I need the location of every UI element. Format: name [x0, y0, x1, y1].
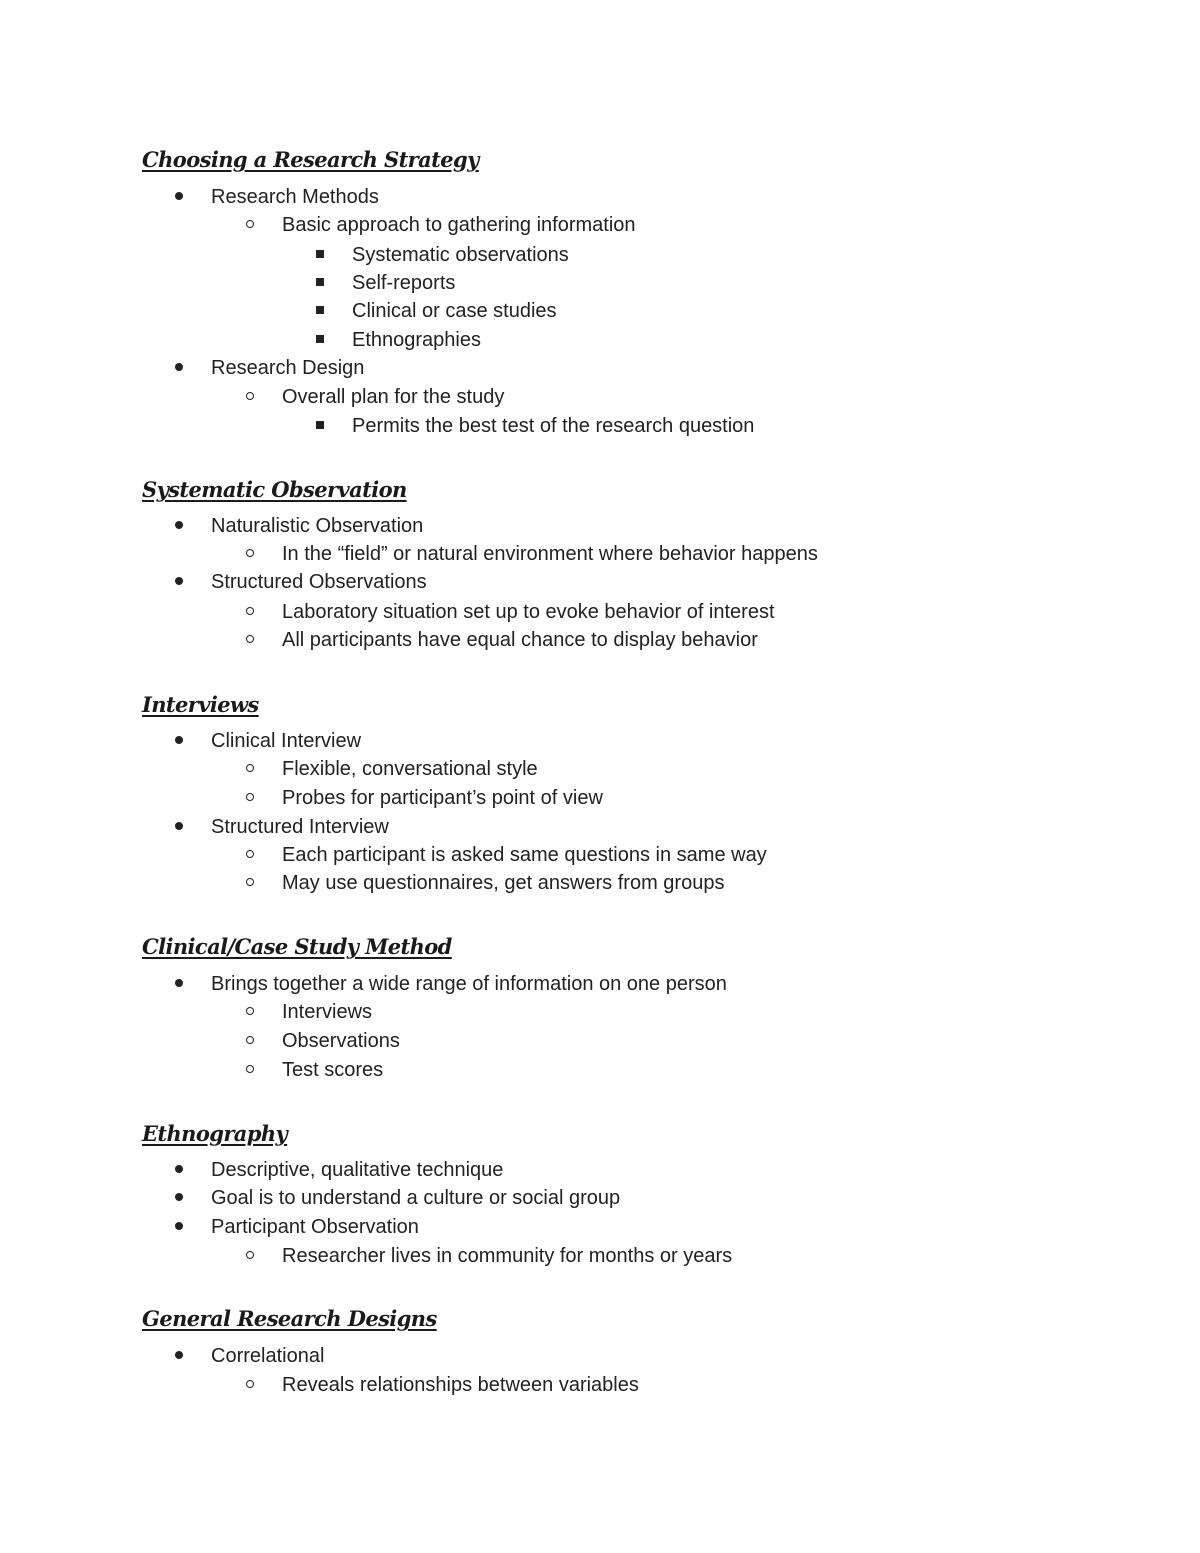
bullet-circle-icon: [246, 598, 254, 627]
list-item-text: Research Design: [211, 357, 365, 379]
list-item-text: Self-reports: [352, 272, 456, 294]
list-item: [352, 297, 557, 326]
list-item-text: Permits the best test of the research question: [352, 415, 755, 437]
list-item: [211, 568, 427, 597]
list-item: [211, 354, 364, 383]
bullet-square-icon: [316, 269, 324, 298]
list-item-text: Clinical Interview: [211, 730, 362, 752]
list-item-text: All participants have equal chance to display behavior: [282, 629, 758, 651]
bullet-square-icon: [316, 297, 324, 326]
section-heading: Interviews: [142, 692, 259, 717]
bullet-disc-icon: [175, 1184, 183, 1213]
list-item-text: Clinical or case studies: [352, 300, 557, 322]
bullet-disc-icon: [175, 512, 183, 541]
list-item: [211, 183, 379, 212]
bullet-circle-icon: [246, 1056, 254, 1085]
list-item: [282, 383, 504, 412]
list-item-text: Overall plan for the study: [282, 386, 505, 408]
list-item-text: Structured Observations: [211, 571, 427, 593]
list-item: [282, 1242, 732, 1271]
list-item-text: Reveals relationships between variables: [282, 1374, 639, 1396]
list-item: [282, 869, 724, 898]
bullet-circle-icon: [246, 784, 254, 813]
bullet-circle-icon: [246, 869, 254, 898]
list-item-text: Systematic observations: [352, 244, 569, 266]
section-heading: General Research Designs: [142, 1306, 437, 1331]
list-item: [282, 211, 636, 240]
section-heading: Clinical/Case Study Method: [142, 934, 452, 959]
list-item-text: Brings together a wide range of information on one person: [211, 973, 727, 995]
list-item: [282, 1056, 383, 1085]
bullet-circle-icon: [246, 755, 254, 784]
bullet-square-icon: [316, 326, 324, 355]
bullet-disc-icon: [175, 354, 183, 383]
list-item: [282, 755, 538, 784]
list-item: [282, 598, 775, 627]
list-item: [282, 1371, 639, 1400]
list-item-text: May use questionnaires, get answers from groups: [282, 872, 725, 894]
list-item-text: Test scores: [282, 1059, 384, 1081]
section-heading: Ethnography: [142, 1121, 288, 1146]
list-item-text: Ethnographies: [352, 329, 481, 351]
bullet-circle-icon: [246, 998, 254, 1027]
section-heading: Choosing a Research Strategy: [142, 147, 479, 172]
list-item-text: Naturalistic Observation: [211, 515, 424, 537]
list-item: [282, 998, 372, 1027]
list-item-text: In the “field” or natural environment where behavior happens: [282, 543, 818, 565]
list-item: [211, 970, 727, 999]
list-item: [282, 626, 758, 655]
list-item: [211, 1213, 419, 1242]
bullet-circle-icon: [246, 1371, 254, 1400]
list-item-text: Laboratory situation set up to evoke behavior of interest: [282, 601, 775, 623]
bullet-square-icon: [316, 241, 324, 270]
list-item-text: Each participant is asked same questions in same way: [282, 844, 767, 866]
list-item-text: Descriptive, qualitative technique: [211, 1159, 504, 1181]
list-item-text: Correlational: [211, 1345, 325, 1367]
bullet-circle-icon: [246, 211, 254, 240]
list-item: [282, 784, 603, 813]
section-heading: Systematic Observation: [142, 477, 407, 502]
bullet-circle-icon: [246, 626, 254, 655]
list-item: [282, 540, 818, 569]
bullet-disc-icon: [175, 1213, 183, 1242]
bullet-disc-icon: [175, 970, 183, 999]
bullet-square-icon: [316, 412, 324, 441]
bullet-disc-icon: [175, 568, 183, 597]
list-item: [211, 1342, 324, 1371]
bullet-disc-icon: [175, 183, 183, 212]
bullet-disc-icon: [175, 1342, 183, 1371]
list-item: [211, 813, 389, 842]
list-item: [352, 269, 455, 298]
list-item: [211, 512, 423, 541]
bullet-circle-icon: [246, 383, 254, 412]
list-item: [211, 1184, 620, 1213]
list-item-text: Probes for participant’s point of view: [282, 787, 603, 809]
list-item-text: Observations: [282, 1030, 400, 1052]
list-item-text: Goal is to understand a culture or social group: [211, 1187, 621, 1209]
bullet-circle-icon: [246, 1242, 254, 1271]
list-item: [211, 727, 361, 756]
bullet-circle-icon: [246, 1027, 254, 1056]
bullet-circle-icon: [246, 540, 254, 569]
list-item: [352, 326, 481, 355]
bullet-circle-icon: [246, 841, 254, 870]
list-item: [211, 1156, 503, 1185]
bullet-disc-icon: [175, 727, 183, 756]
list-item: [282, 1027, 400, 1056]
list-item: [282, 841, 767, 870]
bullet-disc-icon: [175, 1156, 183, 1185]
list-item-text: Research Methods: [211, 186, 379, 208]
list-item-text: Basic approach to gathering information: [282, 214, 636, 236]
list-item: [352, 241, 569, 270]
list-item-text: Researcher lives in community for months or years: [282, 1245, 733, 1267]
bullet-disc-icon: [175, 813, 183, 842]
list-item-text: Interviews: [282, 1001, 373, 1023]
list-item-text: Structured Interview: [211, 816, 389, 838]
list-item: [352, 412, 754, 441]
list-item-text: Participant Observation: [211, 1216, 419, 1238]
list-item-text: Flexible, conversational style: [282, 758, 538, 780]
